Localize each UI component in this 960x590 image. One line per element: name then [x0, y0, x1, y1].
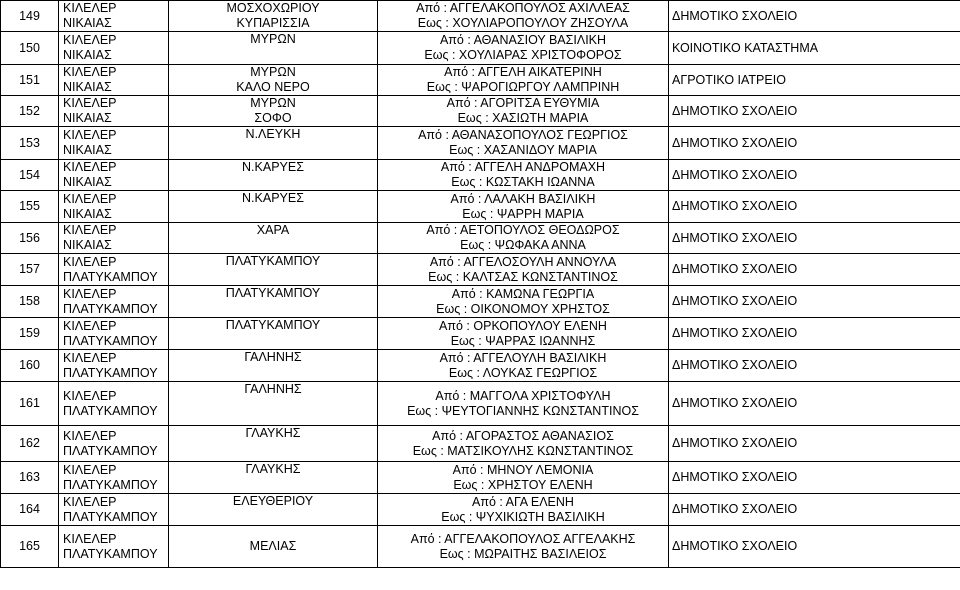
locality-line: Ν.ΛΕΥΚΗ [245, 127, 301, 141]
municipality-line: ΚΙΛΕΛΕΡ [63, 254, 117, 269]
range-from: Από : ΜΗΝΟΥ ΛΕΜΟΝΙΑ [452, 462, 594, 477]
range-to: Εως : ΧΑΣΑΝΙΔΟΥ ΜΑΡΙΑ [449, 143, 597, 157]
range-to: Εως : ΟΙΚΟΝΟΜΟΥ ΧΡΗΣΤΟΣ [436, 301, 610, 316]
venue-cell: ΔΗΜΟΤΙΚΟ ΣΧΟΛΕΙΟ [669, 160, 960, 191]
range-to: Εως : ΨΥΧΙΚΙΩΤΗ ΒΑΣΙΛΙΚΗ [441, 509, 605, 524]
municipality-line: ΝΙΚΑΙΑΣ [63, 238, 112, 252]
locality-cell [169, 286, 378, 318]
locality-line: ΓΛΑΥΚΗΣ [245, 426, 301, 440]
row-number: 155 [1, 191, 59, 223]
table-row [1, 286, 960, 318]
range-from: Από : ΜΑΓΓΟΛΑ ΧΡΙΣΤΟΦΥΛΗ [435, 388, 611, 403]
range-to: Εως : ΧΟΥΛΙΑΡΟΠΟΥΛΟΥ ΖΗΣΟΥΛΑ [417, 16, 629, 30]
locality-line: Ν.ΚΑΡΥΕΣ [242, 191, 304, 205]
municipality-line: ΚΙΛΕΛΕΡ [63, 33, 117, 47]
municipality-cell [59, 96, 169, 127]
table-row [1, 1, 960, 32]
venue-cell: ΔΗΜΟΤΙΚΟ ΣΧΟΛΕΙΟ [669, 254, 960, 286]
locality-line: ΜΥΡΩΝ [250, 96, 296, 110]
voter-range-cell [378, 160, 669, 191]
row-number: 157 [1, 254, 59, 286]
row-number: 153 [1, 127, 59, 160]
range-to: Εως : ΧΡΗΣΤΟΥ ΕΛΕΝΗ [453, 477, 593, 492]
range-from: Από : ΑΘΑΝΑΣΙΟΥ ΒΑΣΙΛΙΚΗ [439, 33, 607, 47]
municipality-cell [59, 350, 169, 382]
municipality-cell [59, 191, 169, 223]
venue-cell: ΔΗΜΟΤΙΚΟ ΣΧΟΛΕΙΟ [669, 426, 960, 462]
voter-range-cell [378, 127, 669, 160]
municipality-cell [59, 160, 169, 191]
venue-cell: ΔΗΜΟΤΙΚΟ ΣΧΟΛΕΙΟ [669, 318, 960, 350]
table-row [1, 32, 960, 65]
municipality-line: ΚΙΛΕΛΕΡ [63, 462, 117, 477]
municipality-line: ΠΛΑΤΥΚΑΜΠΟΥ [63, 365, 158, 380]
voter-range-cell [378, 526, 669, 568]
range-from: Από : ΑΓΓΕΛΑΚΟΠΟΥΛΟΣ ΑΓΓΕΛΑΚΗΣ [410, 531, 636, 546]
municipality-cell [59, 127, 169, 160]
range-to: Εως : ΨΕΥΤΟΓΙΑΝΝΗΣ ΚΩΝΣΤΑΝΤΙΝΟΣ [407, 403, 639, 418]
voter-range-cell [378, 494, 669, 526]
table-row [1, 462, 960, 494]
municipality-cell [59, 286, 169, 318]
municipality-cell [59, 1, 169, 32]
locality-line: Ν.ΚΑΡΥΕΣ [242, 160, 304, 174]
locality-cell [169, 318, 378, 350]
table-row [1, 191, 960, 223]
municipality-line: ΝΙΚΑΙΑΣ [63, 16, 112, 30]
row-number: 159 [1, 318, 59, 350]
municipality-cell [59, 426, 169, 462]
range-to: Εως : ΚΩΣΤΑΚΗ ΙΩΑΝΝΑ [451, 175, 595, 189]
table-row [1, 318, 960, 350]
table-row [1, 65, 960, 96]
range-from: Από : ΑΓΓΕΛΗ ΑΝΔΡΟΜΑΧΗ [440, 160, 606, 174]
range-to: Εως : ΨΑΡΡΑΣ ΙΩΑΝΝΗΣ [450, 333, 596, 348]
range-to: Εως : ΨΩΦΑΚΑ ΑΝΝΑ [460, 238, 586, 252]
range-from: Από : ΑΓΟΡΑΣΤΟΣ ΑΘΑΝΑΣΙΟΣ [432, 428, 614, 443]
venue-cell: ΔΗΜΟΤΙΚΟ ΣΧΟΛΕΙΟ [669, 494, 960, 526]
voter-range-cell [378, 1, 669, 32]
row-number: 154 [1, 160, 59, 191]
range-from: Από : ΑΓΓΕΛΟΥΛΗ ΒΑΣΙΛΙΚΗ [439, 350, 607, 365]
locality-line: ΣΟΦΟ [254, 111, 292, 125]
table-body [1, 1, 960, 568]
range-to: Εως : ΨΑΡΡΗ ΜΑΡΙΑ [462, 206, 584, 221]
row-number: 151 [1, 65, 59, 96]
locality-line: ΓΑΛΗΝΗΣ [244, 382, 302, 396]
municipality-line: ΚΙΛΕΛΕΡ [63, 494, 117, 509]
voter-range-cell [378, 462, 669, 494]
venue-cell: ΑΓΡΟΤΙΚΟ ΙΑΤΡΕΙΟ [669, 65, 960, 96]
row-number: 149 [1, 1, 59, 32]
municipality-line: ΚΙΛΕΛΕΡ [63, 96, 117, 110]
range-from: Από : ΑΓΑ ΕΛΕΝΗ [472, 494, 574, 509]
locality-cell [169, 32, 378, 65]
municipality-line: ΝΙΚΑΙΑΣ [63, 143, 112, 157]
municipality-line: ΝΙΚΑΙΑΣ [63, 48, 112, 62]
locality-line: ΓΑΛΗΝΗΣ [244, 350, 302, 364]
locality-cell [169, 526, 378, 568]
range-from: Από : ΛΑΛΑΚΗ ΒΑΣΙΛΙΚΗ [450, 191, 596, 206]
row-number: 161 [1, 382, 59, 426]
municipality-line: ΚΙΛΕΛΕΡ [63, 350, 117, 365]
row-number: 150 [1, 32, 59, 65]
municipality-line: ΠΛΑΤΥΚΑΜΠΟΥ [63, 333, 158, 348]
row-number: 160 [1, 350, 59, 382]
locality-line: ΜΟΣΧΟΧΩΡΙΟΥ [226, 1, 320, 15]
voter-range-cell [378, 286, 669, 318]
municipality-cell [59, 223, 169, 254]
venue-cell: ΔΗΜΟΤΙΚΟ ΣΧΟΛΕΙΟ [669, 286, 960, 318]
range-to: Εως : ΚΑΛΤΣΑΣ ΚΩΝΣΤΑΝΤΙΝΟΣ [428, 269, 618, 284]
locality-cell [169, 65, 378, 96]
range-to: Εως : ΜΑΤΣΙΚΟΥΛΗΣ ΚΩΝΣΤΑΝΤΙΝΟΣ [412, 443, 634, 458]
venue-cell: ΚΟΙΝΟΤΙΚΟ ΚΑΤΑΣΤΗΜΑ [669, 32, 960, 65]
venue-cell: ΔΗΜΟΤΙΚΟ ΣΧΟΛΕΙΟ [669, 462, 960, 494]
venue-cell: ΔΗΜΟΤΙΚΟ ΣΧΟΛΕΙΟ [669, 127, 960, 160]
voter-range-cell [378, 318, 669, 350]
table-row [1, 160, 960, 191]
range-from: Από : ΑΘΑΝΑΣΟΠΟΥΛΟΣ ΓΕΩΡΓΙΟΣ [418, 128, 628, 142]
voter-range-cell [378, 382, 669, 426]
municipality-cell [59, 462, 169, 494]
municipality-line: ΝΙΚΑΙΑΣ [63, 111, 112, 125]
venue-cell: ΔΗΜΟΤΙΚΟ ΣΧΟΛΕΙΟ [669, 223, 960, 254]
municipality-line: ΚΙΛΕΛΕΡ [63, 286, 117, 301]
municipality-line: ΚΙΛΕΛΕΡ [63, 65, 117, 79]
table-row [1, 382, 960, 426]
range-to: Εως : ΧΟΥΛΙΑΡΑΣ ΧΡΙΣΤΟΦΟΡΟΣ [424, 48, 622, 62]
voter-range-cell [378, 65, 669, 96]
municipality-line: ΠΛΑΤΥΚΑΜΠΟΥ [63, 403, 158, 418]
locality-cell [169, 96, 378, 127]
range-from: Από : ΟΡΚΟΠΟΥΛΟΥ ΕΛΕΝΗ [439, 318, 607, 333]
table-row [1, 350, 960, 382]
range-from: Από : ΚΑΜΩΝΑ ΓΕΩΡΓΙΑ [451, 286, 595, 301]
locality-cell [169, 127, 378, 160]
municipality-line: ΠΛΑΤΥΚΑΜΠΟΥ [63, 477, 158, 492]
municipality-cell [59, 65, 169, 96]
range-to: Εως : ΜΩΡΑΙΤΗΣ ΒΑΣΙΛΕΙΟΣ [439, 546, 607, 561]
municipality-line: ΠΛΑΤΥΚΑΜΠΟΥ [63, 301, 158, 316]
municipality-line: ΚΙΛΕΛΕΡ [63, 428, 117, 443]
range-from: Από : ΑΓΓΕΛΗ ΑΙΚΑΤΕΡΙΝΗ [444, 65, 602, 79]
table-row [1, 223, 960, 254]
row-number: 163 [1, 462, 59, 494]
range-from: Από : ΑΓΓΕΛΟΣΟΥΛΗ ΑΝΝΟΥΛΑ [429, 254, 617, 269]
table-row [1, 96, 960, 127]
range-from: Από : ΑΓΓΕΛΑΚΟΠΟΥΛΟΣ ΑΧΙΛΛΕΑΣ [416, 1, 630, 15]
voter-range-cell [378, 350, 669, 382]
municipality-cell [59, 526, 169, 568]
municipality-cell [59, 32, 169, 65]
locality-line: ΜΕΛΙΑΣ [249, 539, 297, 553]
municipality-line: ΚΙΛΕΛΕΡ [63, 191, 117, 206]
locality-cell [169, 160, 378, 191]
row-number: 164 [1, 494, 59, 526]
row-number: 158 [1, 286, 59, 318]
municipality-cell [59, 382, 169, 426]
municipality-line: ΚΙΛΕΛΕΡ [63, 1, 117, 15]
municipality-cell [59, 254, 169, 286]
locality-cell [169, 223, 378, 254]
range-from: Από : ΑΓΟΡΙΤΣΑ ΕΥΘΥΜΙΑ [446, 96, 600, 110]
locality-line: ΕΛΕΥΘΕΡΙΟΥ [232, 494, 314, 508]
municipality-line: ΚΙΛΕΛΕΡ [63, 531, 117, 546]
municipality-line: ΚΙΛΕΛΕΡ [63, 160, 117, 174]
voter-range-cell [378, 191, 669, 223]
venue-cell: ΔΗΜΟΤΙΚΟ ΣΧΟΛΕΙΟ [669, 350, 960, 382]
venue-cell: ΔΗΜΟΤΙΚΟ ΣΧΟΛΕΙΟ [669, 526, 960, 568]
locality-line: ΠΛΑΤΥΚΑΜΠΟΥ [225, 318, 321, 332]
locality-line: ΠΛΑΤΥΚΑΜΠΟΥ [225, 286, 321, 300]
locality-cell [169, 191, 378, 223]
voter-range-cell [378, 254, 669, 286]
locality-cell [169, 494, 378, 526]
municipality-line: ΚΙΛΕΛΕΡ [63, 223, 117, 237]
municipality-line: ΠΛΑΤΥΚΑΜΠΟΥ [63, 443, 158, 458]
range-to: Εως : ΛΟΥΚΑΣ ΓΕΩΡΓΙΟΣ [448, 365, 598, 380]
venue-cell: ΔΗΜΟΤΙΚΟ ΣΧΟΛΕΙΟ [669, 96, 960, 127]
table-row [1, 494, 960, 526]
row-number: 156 [1, 223, 59, 254]
locality-cell [169, 382, 378, 426]
voter-range-cell [378, 32, 669, 65]
range-from: Από : ΑΕΤΟΠΟΥΛΟΣ ΘΕΟΔΩΡΟΣ [426, 223, 620, 237]
municipality-line: ΝΙΚΑΙΑΣ [63, 206, 112, 221]
municipality-line: ΚΙΛΕΛΕΡ [63, 318, 117, 333]
municipality-line: ΠΛΑΤΥΚΑΜΠΟΥ [63, 269, 158, 284]
municipality-line: ΚΙΛΕΛΕΡ [63, 388, 117, 403]
locality-cell [169, 350, 378, 382]
locality-line: ΠΛΑΤΥΚΑΜΠΟΥ [225, 254, 321, 268]
locality-line: ΜΥΡΩΝ [250, 32, 296, 46]
municipality-line: ΠΛΑΤΥΚΑΜΠΟΥ [63, 546, 158, 561]
municipality-line: ΝΙΚΑΙΑΣ [63, 175, 112, 189]
locality-cell [169, 462, 378, 494]
range-to: Εως : ΨΑΡΟΓΙΩΡΓΟΥ ΛΑΜΠΡΙΝΗ [426, 80, 620, 94]
venue-cell: ΔΗΜΟΤΙΚΟ ΣΧΟΛΕΙΟ [669, 191, 960, 223]
venue-cell: ΔΗΜΟΤΙΚΟ ΣΧΟΛΕΙΟ [669, 1, 960, 32]
locality-line: ΧΑΡΑ [256, 223, 290, 237]
municipality-line: ΝΙΚΑΙΑΣ [63, 80, 112, 94]
row-number: 165 [1, 526, 59, 568]
voter-range-cell [378, 426, 669, 462]
table-row [1, 127, 960, 160]
locality-cell [169, 1, 378, 32]
row-number: 162 [1, 426, 59, 462]
voter-range-cell [378, 223, 669, 254]
locality-line: ΓΛΑΥΚΗΣ [245, 462, 301, 476]
table-row [1, 254, 960, 286]
municipality-cell [59, 318, 169, 350]
locality-cell [169, 426, 378, 462]
voter-range-cell [378, 96, 669, 127]
table-row [1, 526, 960, 568]
locality-line: ΜΥΡΩΝ [250, 65, 296, 79]
municipality-line: ΚΙΛΕΛΕΡ [63, 128, 117, 142]
locality-line: ΚΑΛΟ ΝΕΡΟ [236, 80, 310, 94]
row-number: 152 [1, 96, 59, 127]
range-to: Εως : ΧΑΣΙΩΤΗ ΜΑΡΙΑ [457, 111, 589, 125]
municipality-cell [59, 494, 169, 526]
locality-cell [169, 254, 378, 286]
venue-cell: ΔΗΜΟΤΙΚΟ ΣΧΟΛΕΙΟ [669, 382, 960, 426]
locality-line: ΚΥΠΑΡΙΣΣΙΑ [236, 16, 310, 30]
municipality-line: ΠΛΑΤΥΚΑΜΠΟΥ [63, 509, 158, 524]
table-row [1, 426, 960, 462]
